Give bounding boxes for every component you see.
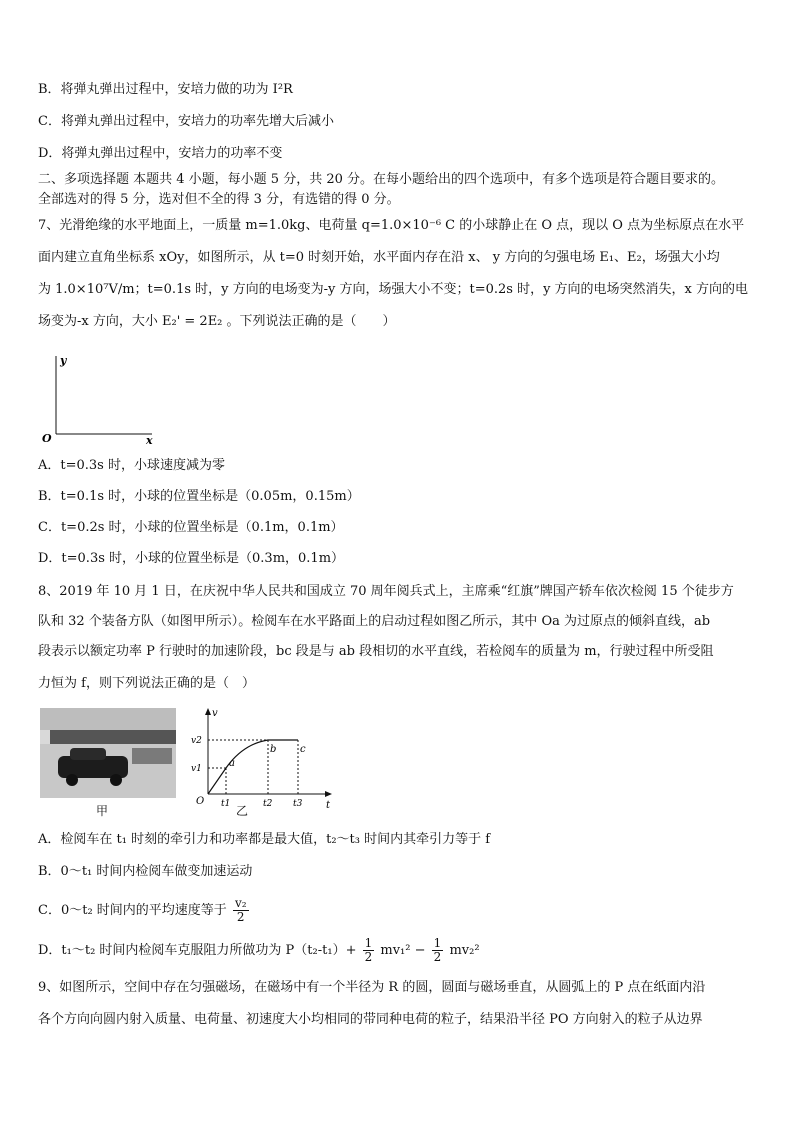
q8-option-d-mid: mv₁² −	[380, 943, 426, 958]
q6-option-c: C．将弹丸弹出过程中，安培力的功率先增大后减小	[38, 114, 334, 129]
q7-axis-x-label: x	[146, 434, 153, 446]
q8-stem-line1: 8、2019 年 10 月 1 日，在庆祝中华人民共和国成立 70 周年阅兵式上，主席乘“红旗”牌国产轿车依次检阅 15 个徒步方	[38, 584, 734, 599]
graph-t3-label: t3	[293, 799, 303, 809]
q8-option-d-end: mv₂²	[449, 943, 480, 958]
graph-point-c: c	[300, 744, 306, 755]
section-heading: 二、多项选择题 本题共 4 小题，每小题 5 分，共 20 分。在每小题给出的四个选项中，有多个选项是符合题目要求的。	[38, 172, 725, 187]
fraction-denominator: 2	[236, 910, 245, 924]
graph-point-b: b	[270, 744, 277, 755]
q8-option-d	[38, 936, 480, 966]
half-fraction-1	[363, 937, 375, 964]
vt-graph	[188, 706, 338, 818]
q7-option-b: B．t=0.1s 时，小球的位置坐标是（0.05m，0.15m）	[38, 489, 360, 504]
q9-stem-line2: 各个方向向圆内射入质量、电荷量、初速度大小均相同的带同种电荷的粒子，结果沿半径 PO 方向射入的粒子从边界	[38, 1012, 703, 1027]
graph-t2-label: t2	[263, 799, 273, 809]
half-fraction-2	[432, 937, 444, 964]
section-scoring: 全部选对的得 5 分，选对但不全的得 3 分，有选错的得 0 分。	[38, 192, 400, 207]
q7-stem-line2: 面内建立直角坐标系 xOy，如图所示，从 t=0 时刻开始，水平面内存在沿 x、 y 方向的匀强电场 E₁、E₂，场强大小均	[38, 250, 720, 265]
q8-option-c	[38, 896, 251, 926]
q7-option-c: C．t=0.2s 时，小球的位置坐标是（0.1m，0.1m）	[38, 520, 344, 535]
q7-axis-y-label: y	[60, 354, 67, 367]
q7-stem-line4: 场变为-x 方向，大小 E₂' = 2E₂ 。下列说法正确的是（ ）	[38, 314, 396, 329]
graph-origin-label: O	[196, 796, 205, 807]
fraction-denominator: 2	[364, 950, 373, 964]
q7-stem-line1: 7、光滑绝缘的水平地面上，一质量 m=1.0kg、电荷量 q=1.0×10⁻⁶ C 的小球静止在 O 点，现以 O 点为坐标原点在水平	[38, 218, 745, 233]
graph-v1-label: v1	[191, 764, 202, 774]
fig-yi-caption: 乙	[236, 804, 249, 818]
fig-jia-caption: 甲	[96, 804, 109, 818]
q7-coordinate-axes	[38, 350, 168, 446]
fraction-denominator: 2	[433, 950, 442, 964]
fraction-numerator: 1	[364, 936, 373, 950]
q7-origin-label: O	[42, 432, 52, 445]
graph-v2-label: v2	[191, 736, 202, 746]
q7-stem-line3: 为 1.0×10⁷V/m；t=0.1s 时，y 方向的电场变为-y 方向，场强大小不变；t=0.2s 时，y 方向的电场突然消失，x 方向的电	[38, 282, 749, 297]
graph-v-axis-label: v	[212, 708, 218, 719]
q8-option-a: A．检阅车在 t₁ 时刻的牵引力和功率都是最大值，t₂～t₃ 时间内其牵引力等于 f	[38, 832, 491, 847]
fraction-numerator: 1	[433, 936, 442, 950]
q8-option-d-text: D．t₁～t₂ 时间内检阅车克服阻力所做功为 P（t₂-t₁）+	[38, 943, 357, 958]
fraction-numerator: v₂	[234, 896, 247, 910]
q7-option-a: A．t=0.3s 时，小球速度减为零	[38, 458, 225, 473]
q7-option-d: D．t=0.3s 时，小球的位置坐标是（0.3m，0.1m）	[38, 551, 345, 566]
q8-option-c-text: C．0～t₂ 时间内的平均速度等于	[38, 903, 227, 918]
q8-option-c-fraction	[233, 897, 249, 924]
q8-stem-line2: 队和 32 个装备方队（如图甲所示）。检阅车在水平路面上的启动过程如图乙所示，其中 Oa 为过原点的倾斜直线，ab	[38, 614, 711, 629]
q8-stem-line4: 力恒为 f，则下列说法正确的是（ ）	[38, 676, 255, 691]
graph-t1-label: t1	[221, 799, 231, 809]
graph-t-axis-label: t	[326, 800, 331, 811]
parade-car-photo	[40, 708, 176, 798]
q8-stem-line3: 段表示以额定功率 P 行驶时的加速阶段，bc 段是与 ab 段相切的水平直线，若检阅车的质量为 m，行驶过程中所受阻	[38, 644, 714, 659]
q6-option-b: B．将弹丸弹出过程中，安培力做的功为 I²R	[38, 82, 293, 97]
q6-option-d: D．将弹丸弹出过程中，安培力的功率不变	[38, 146, 283, 161]
q8-option-b: B．0～t₁ 时间内检阅车做变加速运动	[38, 864, 253, 879]
graph-point-a: a	[229, 758, 235, 769]
q9-stem-line1: 9、如图所示，空间中存在匀强磁场，在磁场中有一个半径为 R 的圆，圆面与磁场垂直，从圆弧上的 P 点在纸面内沿	[38, 980, 706, 995]
